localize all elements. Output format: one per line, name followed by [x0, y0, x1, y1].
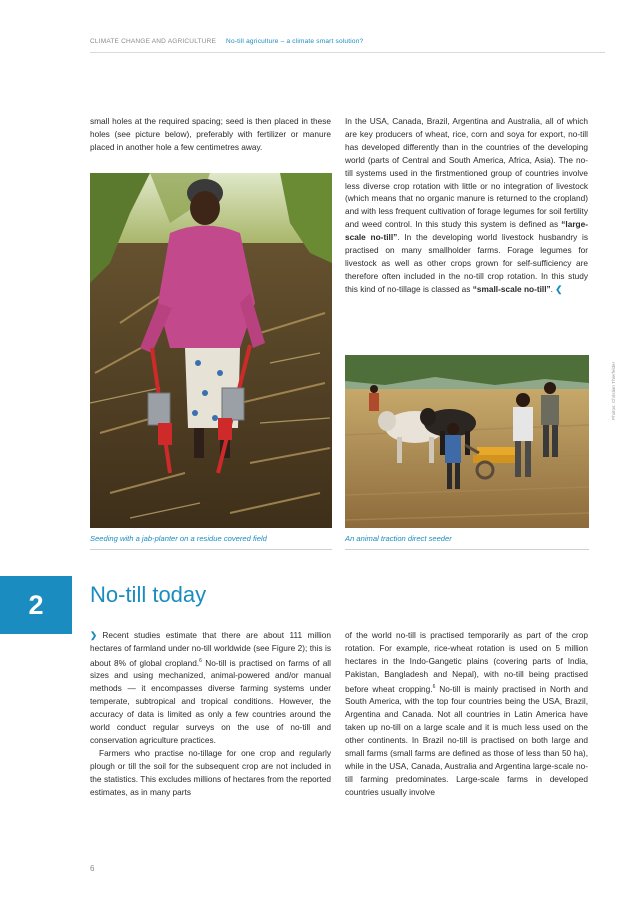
lower-left-paragraph-1: [90, 629, 331, 747]
lower-left-paragraph-2: Farmers who practise no-tillage for one crop and regularly plough or till the soil for the subsequent crop are not included in the statistics. This excludes millions of hectares from the reported estimates, as in many parts: [90, 747, 331, 797]
term-small-scale: “small-scale no-till”: [472, 283, 551, 294]
jab-planter-illustration: [90, 173, 332, 528]
caption-rule-right: [345, 549, 589, 550]
chapter-number-box: [0, 576, 72, 634]
lower-left-text-b: No-till is practised on farms of all sizes and using mechanized, animal-powered and/or manual methods — it encompasses diverse farming systems under temperate, subtropical and tropical conditions. However, the accuracy of data is limited as only a few countries around the world conduct regular surveys on the use of no-till and conservation agriculture practices.: [90, 657, 331, 746]
right-text-c: .: [550, 283, 553, 294]
lower-right-text: [345, 629, 588, 799]
photo-jab-planter: [90, 173, 332, 528]
chevron-right-icon: ❯: [90, 630, 97, 640]
lower-right-paragraph: [345, 629, 588, 799]
footnote-ref: 6: [199, 657, 202, 664]
caption-rule-left: [90, 549, 332, 550]
term-large-scale: “large-scale no-till”: [345, 219, 588, 243]
chapter-number: 2: [28, 589, 44, 620]
lower-left-text-a: Recent studies estimate that there are about 111 million hectares of farmland under no-till worldwide (see Figure 2); this is about 8% of global cropland.: [90, 630, 331, 668]
header-section: CLIMATE CHANGE AND AGRICULTURE: [90, 38, 217, 45]
footnote-ref: 6: [432, 683, 436, 690]
caption-right: An animal traction direct seeder: [345, 534, 452, 543]
header-rule: [90, 52, 605, 53]
photo-credit: Photos: Christian Thierfelder: [611, 361, 616, 420]
right-text-b: . In the developing world livestock husbandry is practised on many smallholder farms. Forage legumes for livestock as well as other crops grown for self-sufficiency are therefore often included in the no-till crop rotation. In this study this kind of no-tillage is classed as: [345, 232, 588, 294]
photo-animal-seeder: [345, 355, 589, 528]
lower-right-text-b: No-till is mainly practised in North and South America, with the top four countries being the USA, Brazil, Argentina and Canada. Not all countries in Latin America have taken up no-till on a large scale and it is much less used on the other continents. In Brazil no-till is practised on both large and small farms (small farms are defined as those of less than 50 ha), while in the USA, Canada, Australia and Argentina large-scale no-till farming predominates. Large-scale farms in developed countries usually involve: [345, 683, 588, 797]
lower-right-text-a: of the world no-till is practised temporarily as part of the crop rotation. For example, rice-wheat rotation is used on 5 million hectares in the Indo-Gangetic plains (covering parts of India, Pakistan, Bangladesh and Nepal), with no-till being practised before wheat cropping.: [345, 630, 588, 694]
page-number: 6: [90, 864, 95, 873]
intro-left-paragraph: small holes at the required spacing; seed is then placed in these holes (see picture below), preferably with fertilizer or manure placed in another hole a few centimetres away.: [90, 116, 331, 152]
right-column-text: [345, 115, 588, 296]
header-subtitle: No-till agriculture – a climate smart solution?: [226, 38, 364, 45]
end-marker-icon: ❮: [555, 283, 563, 294]
caption-left: Seeding with a jab-planter on a residue covered field: [90, 534, 267, 543]
right-column-paragraph: [345, 115, 588, 296]
right-text-a: In the USA, Canada, Brazil, Argentina and Australia, all of which are key producers of wheat, rice, corn and soya for export, no-till has developed differently than in the countries of the developing world (parts of Central and South America, Africa, Asia). The no-till systems used in the firstmentioned group of countries involve less diverse crop rotation with little or no integration of livestock (which means that no organic manure is returned to the cropland) and with less frequent cultivation of forage legumes for soil fertility and weed control. In this study this system is defined as: [345, 116, 588, 230]
intro-left-text: [90, 115, 331, 154]
running-header: [90, 38, 363, 45]
animal-seeder-illustration: [345, 355, 589, 528]
section-title: No-till today: [90, 582, 207, 607]
lower-left-text: [90, 629, 331, 799]
